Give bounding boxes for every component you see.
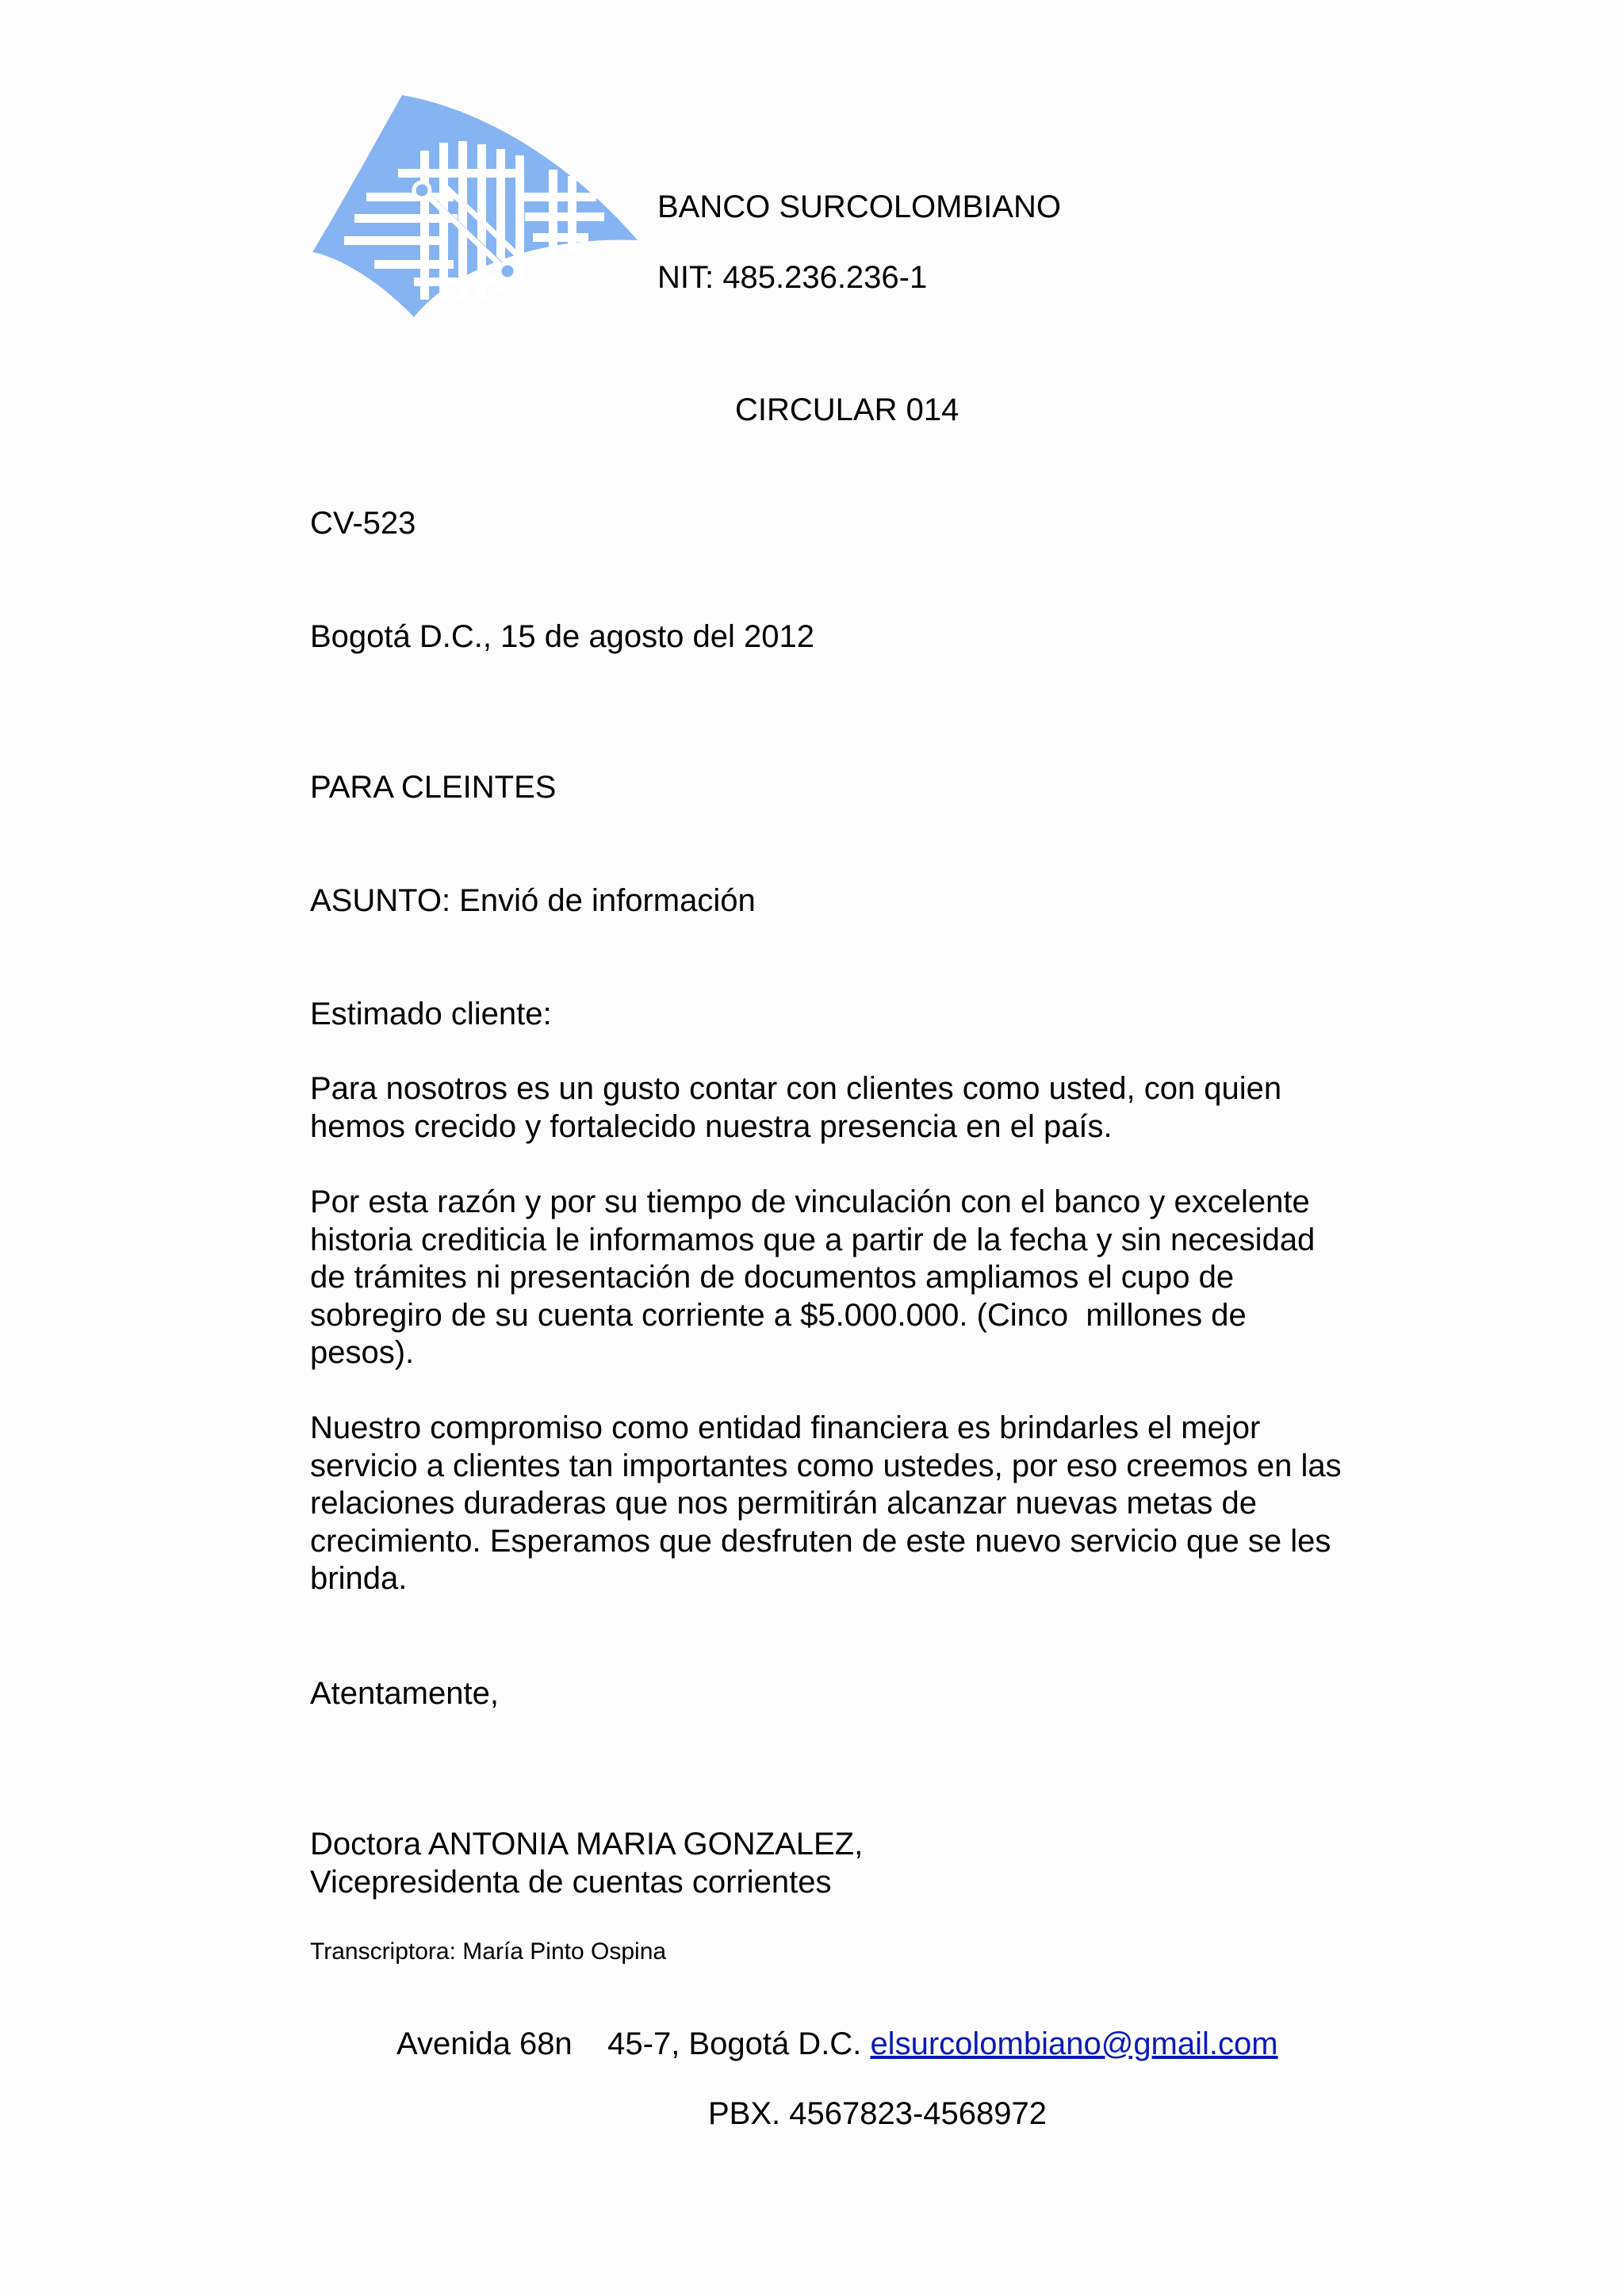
paragraph-line: servicio a clientes tan importantes como ustedes, por eso creemos en las: [310, 1448, 1342, 1483]
paragraph-line: pesos).: [310, 1335, 415, 1370]
paragraph-line: Para nosotros es un gusto contar con clientes como usted, con quien: [310, 1071, 1282, 1106]
paragraph-line: Nuestro compromiso como entidad financiera es brindarles el mejor: [310, 1410, 1261, 1445]
paragraph-line: historia crediticia le informamos que a partir de la fecha y sin necesidad: [310, 1222, 1316, 1257]
paragraph-line: hemos crecido y fortalecido nuestra presencia en el país.: [310, 1108, 1113, 1144]
body-paragraph-3: [310, 1410, 1396, 1598]
closing: Atentamente,: [310, 1676, 499, 1711]
transcriber-line: Transcriptora: María Pinto Ospina: [310, 1938, 667, 1965]
paragraph-line: de trámites ni presentación de documentos ampliamos el cupo de: [310, 1260, 1235, 1295]
paragraph-line: brinda.: [310, 1561, 408, 1596]
body-paragraph-1: [310, 1070, 1396, 1146]
paragraph-line: crecimiento. Esperamos que desfruten de este nuevo servicio que se les: [310, 1523, 1331, 1559]
footer-address: Avenida 68n 45-7, Bogotá D.C.: [396, 2026, 862, 2061]
footer-phone: PBX. 4567823-4568972: [708, 2096, 1048, 2131]
body-paragraph-2: [310, 1184, 1396, 1372]
circular-title: CIRCULAR 014: [735, 392, 959, 427]
paragraph-line: Por esta razón y por su tiempo de vinculación con el banco y excelente: [310, 1184, 1310, 1219]
reference-code: CV-523: [310, 506, 416, 541]
footer-address-line: [396, 2025, 1278, 2063]
banco-surcolombiano-logo: [311, 94, 638, 323]
signatory-title: Vicepresidenta de cuentas corrientes: [310, 1865, 832, 1900]
bank-nit: NIT: 485.236.236-1: [657, 260, 928, 295]
signatory-name: Doctora ANTONIA MARIA GONZALEZ,: [310, 1827, 864, 1862]
footer-email-link[interactable]: elsurcolombiano@gmail.com: [870, 2026, 1278, 2061]
paragraph-line: relaciones duraderas que nos permitirán alcanzar nuevas metas de: [310, 1486, 1258, 1521]
subject-line: ASUNTO: Envió de información: [310, 883, 756, 918]
paragraph-line: sobregiro de su cuenta corriente a $5.000.000. (Cinco millones de: [310, 1297, 1247, 1333]
greeting: Estimado cliente:: [310, 997, 552, 1031]
recipient-line: PARA CLEINTES: [310, 770, 557, 805]
date-line: Bogotá D.C., 15 de agosto del 2012: [310, 619, 815, 654]
bank-name: BANCO SURCOLOMBIANO: [657, 189, 1061, 224]
